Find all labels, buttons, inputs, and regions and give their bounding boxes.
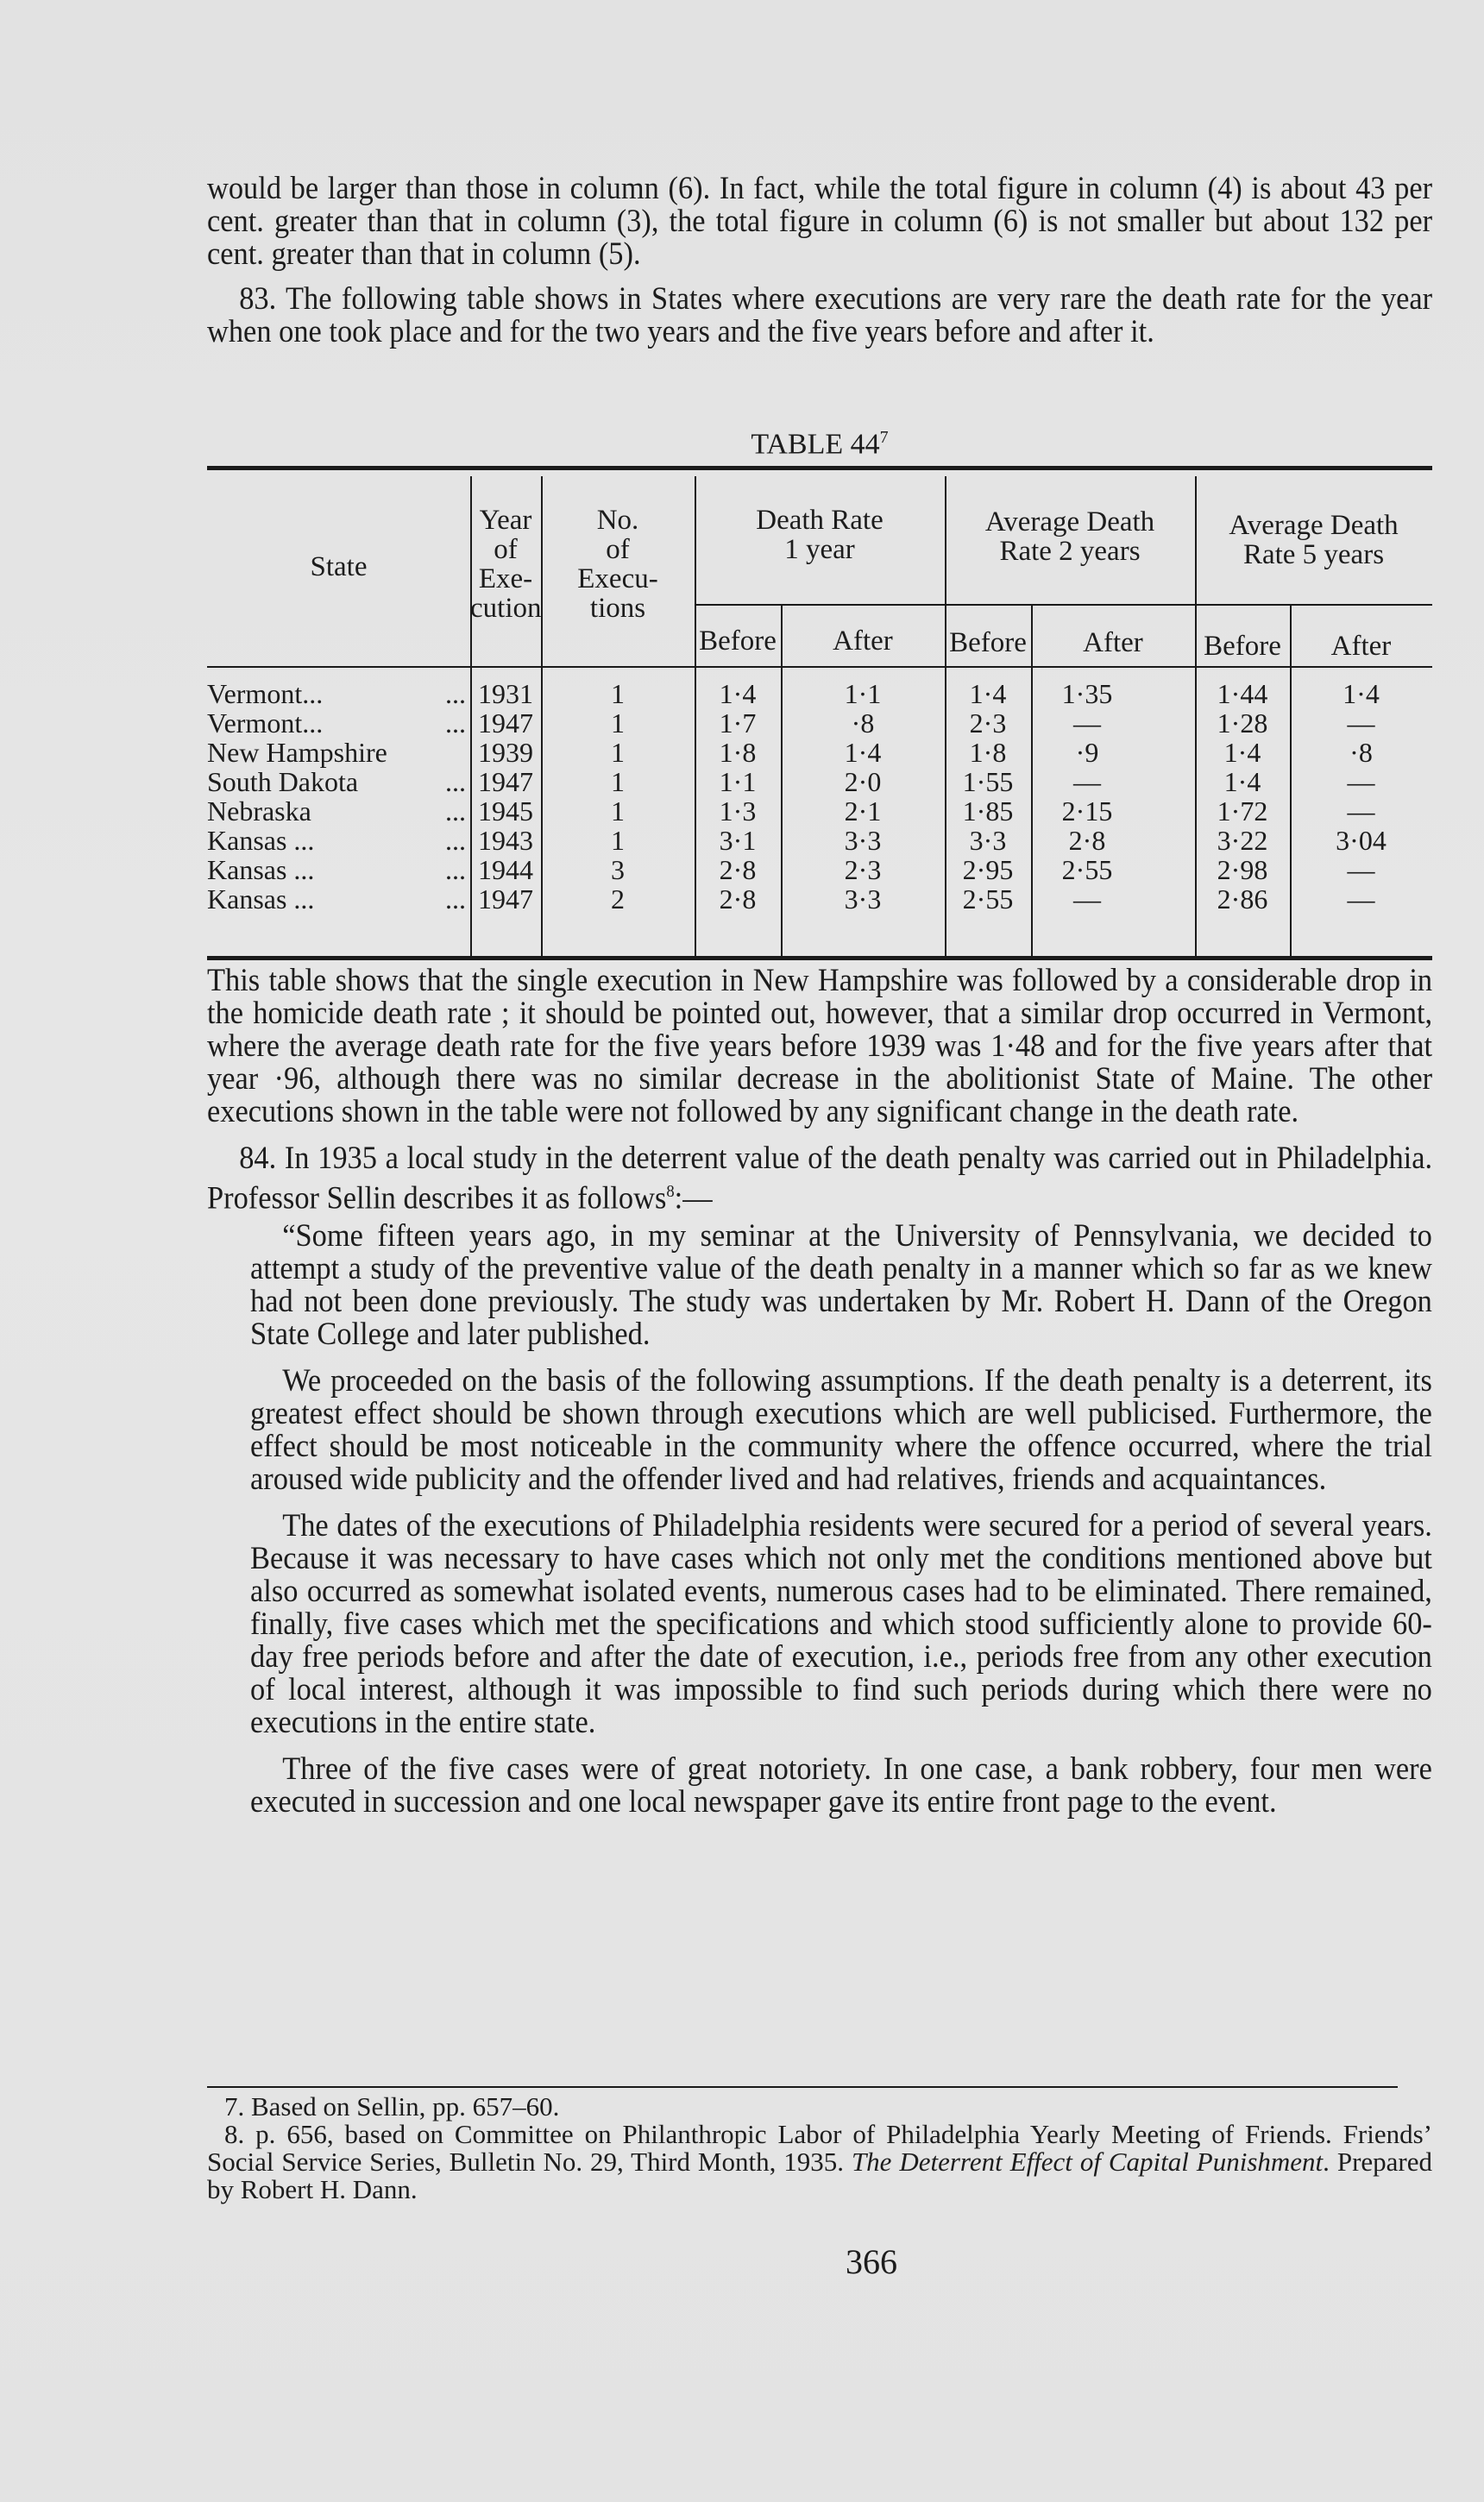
table-cell-a2: — [1073,883,1101,915]
table-cell-b1: 1·1 [719,766,757,797]
table-cell-b1: 3·1 [719,825,757,856]
footnote-8: 8. p. 656, based on Committee on Philanthropic Labor of Philadelphia Yearly Meeting of Friends. Friends’ Social Service Series, Bulletin No. 29, Third Month, 1935. The Deterrent Effect of Capital Punishment. Prepared by Robert H. Dann. [207,2119,1432,2204]
table-cell-b2: 1·8 [969,737,1007,768]
table-cell-a2: — [1073,766,1101,797]
paragraph-84: 84. In 1935 a local study in the deterrent value of the death penalty was carried out in Philadelphia. Professor Sellin describes it as follows$^8$:— [207,1141,1433,1216]
table-cell-a2: 2·15 [1061,795,1113,827]
header-before: Before [699,626,777,657]
table-cell-num: 1 [611,795,625,827]
table-cell-b5: 1·72 [1217,795,1268,827]
block-quote [207,1220,1432,1819]
page-number: 366 [846,2242,897,2281]
header-avg-death-rate-5yr: Average Death Rate 5 years [1229,510,1399,570]
table-cell-a5: 1·4 [1343,678,1380,709]
header-death-rate-1yr: Death Rate 1 year [756,505,883,565]
table-cell-b2: 2·55 [962,883,1014,915]
table-cell-a1: 1·4 [844,737,882,768]
table-cell-year: 1947 [478,766,533,797]
table-cell-a2: ·9 [1075,737,1099,768]
footnotes [207,2086,1432,2203]
table-cell-b1: 1·8 [719,737,757,768]
header-state: State [310,551,368,582]
table-cell-b1: 2·8 [719,854,757,885]
header-before: Before [949,627,1027,658]
table-cell-b2: 3·3 [969,825,1007,856]
header-bottom-rule [207,666,1432,668]
table-cell-a2: 2·55 [1061,854,1113,885]
quote-paragraph: Three of the five cases were of great notoriety. In one case, a bank robbery, four men were executed in succession and one local newspaper gave its entire front page to the event. [250,1751,1432,1820]
table-cell-a5: — [1347,707,1375,739]
footnote-7: 7. Based on Sellin, pp. 657–60. [224,2091,560,2122]
table-cell-a1: 3·3 [844,825,882,856]
table-cell-a5: — [1347,766,1375,797]
table-cell-year: 1947 [478,707,533,739]
table-cell-b5: 1·28 [1217,707,1268,739]
table-44 [207,466,1432,966]
table-cell-a1: 3·3 [844,883,882,915]
table-cell-b1: 1·7 [719,707,757,739]
table-cell-b2: 1·85 [962,795,1014,827]
table-bottom-rule [207,956,1432,960]
table-cell-year: 1931 [478,678,533,709]
row-state: Kansas ... ... [207,825,466,856]
table-cell-year: 1947 [478,883,533,915]
table-cell-year: 1945 [478,795,533,827]
table-caption: TABLE $44^7$ [751,428,889,461]
table-cell-num: 3 [611,854,625,885]
table-cell-num: 1 [611,737,625,768]
table-cell-b5: 1·44 [1217,678,1268,709]
table-cell-a5: 3·04 [1336,825,1387,856]
paragraph-table-commentary: This table shows that the single execution in New Hampshire was followed by a considerable drop in the homicide death rate ; it should be pointed out, however, that a similar drop occurred in Vermont, where the average death rate for the five years before 1939 was 1·48 and for the five years after that year ·96, although there was no similar decrease in the abolitionist State of Maine. The other executions shown in the table were not followed by any significant change in the death rate. [207,963,1433,1129]
header-before: Before [1204,631,1281,662]
quote-paragraph: “Some fifteen years ago, in my seminar at the University of Pennsylvania, we decided to attempt a study of the preventive value of the death penalty in a manner which so far as we knew had not been done previously. The study was undertaken by Mr. Robert H. Dann of the Oregon State College and later published. [250,1218,1432,1353]
table-cell-a5: — [1347,854,1375,885]
table-cell-a5: ·8 [1349,737,1373,768]
table-cell-year: 1943 [478,825,533,856]
table-cell-b5: 1·4 [1223,766,1261,797]
table-cell-a2: 1·35 [1061,678,1113,709]
table-cell-a5: — [1347,883,1375,915]
footnote-rule [207,2086,1398,2088]
header-year: Year of Exe- cution [470,505,542,624]
header-avg-death-rate-2yr: Average Death Rate 2 years [984,506,1155,567]
table-section [207,0,1432,1035]
table-cell-b2: 1·55 [962,766,1014,797]
table-cell-num: 1 [611,707,625,739]
table-cell-num: 1 [611,825,625,856]
subheader-rule [695,604,1432,606]
table-cell-a1: ·8 [851,707,875,739]
table-cell-a1: 2·1 [844,795,882,827]
table-cell-b1: 2·8 [719,883,757,915]
row-state: Vermont... ... [207,707,466,739]
table-cell-num: 1 [611,678,625,709]
row-state: Kansas ... ... [207,854,466,885]
table-cell-year: 1944 [478,854,533,885]
table-cell-num: 2 [611,883,625,915]
table-cell-b5: 2·86 [1217,883,1268,915]
quote-paragraph: We proceeded on the basis of the following assumptions. If the death penalty is a deterrent, its greatest effect should be shown through executions which are well publicised. Furthermore, the effect should be most noticeable in the community where the offence occurred, where the trial aroused wide publicity and the offender lived and had relatives, friends and acquaintances. [250,1363,1432,1498]
row-state: New Hampshire [207,737,387,768]
table-cell-a1: 2·0 [844,766,882,797]
table-top-rule [207,466,1432,470]
body-text [207,965,1432,1819]
table-cell-b1: 1·4 [719,678,757,709]
paragraph-83: 83. The following table shows in States where executions are very rare the death rate for the year when one took place and for the two years and the five years before and after it. [207,281,1433,349]
table-cell-a5: — [1347,795,1375,827]
table-cell-a2: — [1073,707,1101,739]
table-cell-b5: 2·98 [1217,854,1268,885]
table-cell-b2: 2·3 [969,707,1007,739]
table-cell-a1: 2·3 [844,854,882,885]
table-cell-b2: 1·4 [969,678,1007,709]
header-after: After [833,626,893,657]
table-cell-b5: 3·22 [1217,825,1268,856]
row-state: Vermont... ... [207,678,466,709]
header-num-executions: No. of Execu- tions [577,505,658,624]
table-cell-b2: 2·95 [962,854,1014,885]
table-cell-a2: 2·8 [1068,825,1106,856]
header-after: After [1330,631,1392,662]
row-state: Kansas ... ... [207,883,466,915]
paragraph-continuation: would be larger than those in column (6). In fact, while the total figure in column (4) is about 43 per cent. greater than that in column (3), the total figure in column (6) is not smaller but about 132 per cent. greater than that in column (5). [207,171,1433,272]
quote-paragraph: The dates of the executions of Philadelphia residents were secured for a period of several years. Because it was necessary to have cases which not only met the conditions mentioned above but also occurred as somewhat isolated events, numerous cases had to be eliminated. There remained, finally, five cases which met the specifications and which stood sufficiently alone to provide 60-day free periods before and after the date of execution, i.e., periods free from any other execution of local interest, although it was impossible to find such periods during which there were no executions in the entire state. [250,1508,1432,1741]
table-cell-b1: 1·3 [719,795,757,827]
table-cell-year: 1939 [478,737,533,768]
row-state: South Dakota ... [207,766,466,797]
row-state: Nebraska ... [207,795,466,827]
table-cell-a1: 1·1 [844,678,882,709]
table-cell-b5: 1·4 [1223,737,1261,768]
header-after: After [1083,627,1143,658]
table-cell-num: 1 [611,766,625,797]
